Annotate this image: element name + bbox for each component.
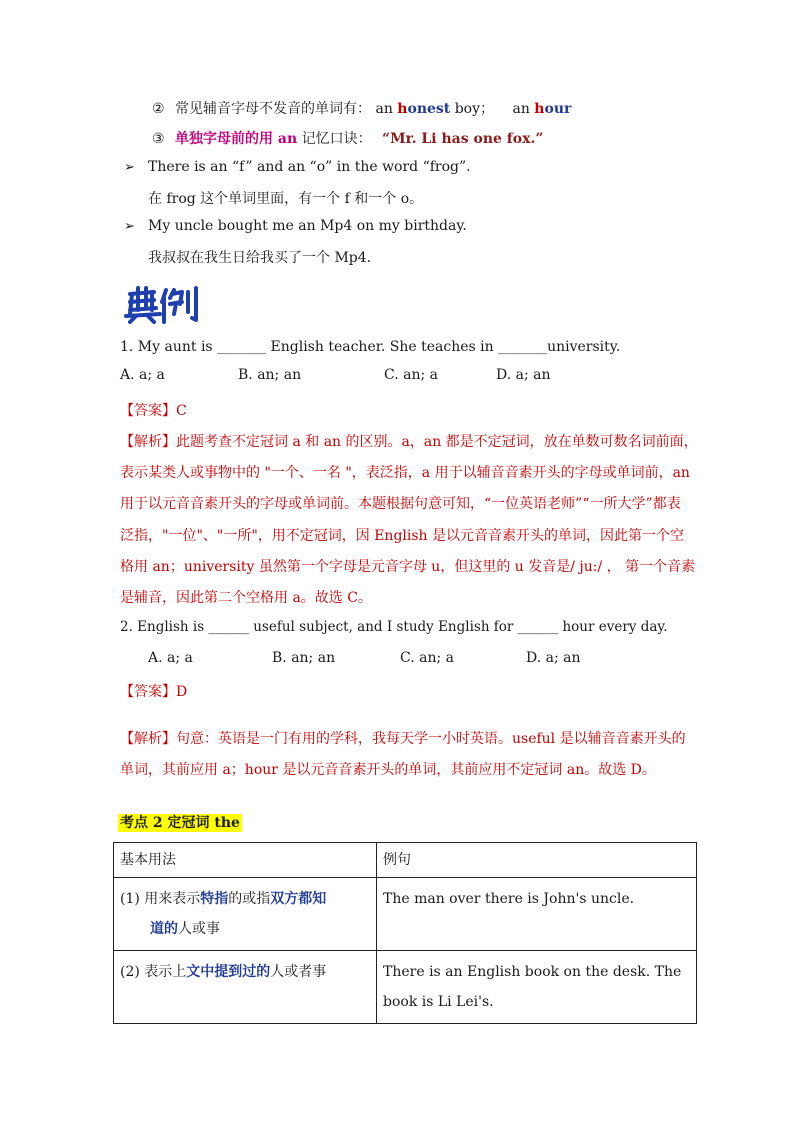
q2-answer: 【答案】D	[120, 684, 188, 700]
row-2-bold-1: 文中提到过的	[186, 964, 271, 980]
q2-option-b: B. an; an	[272, 650, 336, 666]
section-title: 考点 2 定冠词 the	[120, 815, 240, 831]
row-1-end: 人或事	[178, 921, 220, 937]
bullet-2-chinese: 我叔叔在我生日给我买了一个 Mp4.	[148, 250, 372, 266]
table-row-1-usage	[114, 878, 377, 951]
rule-2-example-1-h: h	[397, 101, 408, 117]
row-1-number: (1)	[120, 891, 140, 907]
table-header-row	[114, 843, 697, 878]
bullet-2-english: My uncle bought me an Mp4 on my birthday.	[148, 218, 467, 234]
rule-2-example-1-tail: boy；	[450, 101, 495, 117]
table-row	[114, 951, 697, 1024]
q1-analysis-line-6: 是辅音，因此第二个空格用 a。故选 C。	[120, 590, 372, 606]
row-2-end: 人或者事	[270, 964, 327, 980]
row-2-pre: 表示上	[139, 964, 187, 980]
row-2-number: (2)	[120, 964, 140, 980]
row-1-bold-2: 双方都知	[270, 891, 327, 907]
section-heading	[118, 812, 242, 832]
bullet-arrow-icon: ➢	[124, 219, 135, 234]
q1-stem: 1. My aunt is _______ English teacher. She teaches in _______university.	[120, 339, 621, 355]
rule-2-example-2-pre: an	[512, 101, 535, 117]
q2-option-d: D. a; an	[526, 650, 581, 666]
rule-2-example-2-h: h	[534, 101, 545, 117]
typical-example-logo	[124, 284, 200, 324]
q1-option-b: B. an; an	[238, 367, 302, 383]
q1-answer: 【答案】C	[120, 403, 187, 419]
table-row-2-example: There is an English book on the desk. The book is Li Lei's.	[377, 951, 697, 1024]
rule-3-mid: 记忆口诀：	[297, 131, 372, 147]
table-header-example: 例句	[377, 843, 697, 878]
row-1-mid: 的或指	[228, 891, 271, 907]
rule-2-example-1-pre: an	[375, 101, 398, 117]
q2-option-a: A. a; a	[148, 650, 193, 666]
bullet-arrow-icon: ➢	[124, 160, 135, 175]
q1-option-a: A. a; a	[120, 367, 165, 383]
rule-2-number: ②	[152, 101, 165, 117]
bullet-1-chinese: 在 frog 这个单词里面，有一个 f 和一个 o。	[148, 191, 424, 207]
q1-analysis-line-3: 用于以元音音素开头的字母或单词前。本题根据句意可知，“一位英语老师”“一所大学”都表	[120, 496, 681, 512]
rule-3-number: ③	[152, 131, 165, 147]
q2-analysis-line-2: 单词，其前应用 a；hour 是以元音音素开头的单词，其前应用不定冠词 an。故选 D。	[120, 762, 656, 778]
definite-article-usage-table	[113, 842, 697, 1024]
table-row-1-example: The man over there is John's uncle.	[377, 878, 697, 951]
q2-stem: 2. English is ______ useful subject, and I study English for ______ hour every day.	[120, 619, 668, 635]
row-1-bold-1: 特指	[200, 891, 229, 907]
rule-3-prefix: 单独字母前的用 an	[175, 131, 298, 147]
rule-2-example-1-rest: onest	[407, 101, 451, 117]
row-1-bold-3: 道的	[150, 921, 178, 937]
q1-analysis-line-4: 泛指，"一位"、"一所"，用不定冠词，因 English 是以元音音素开头的单词，因此第一个空	[120, 528, 685, 544]
rule-3	[152, 128, 543, 148]
table-row	[114, 878, 697, 951]
q1-analysis-line-1: 【解析】此题考查不定冠词 a 和 an 的区别。a，an 都是不定冠词，放在单数可数名词前面，	[120, 434, 698, 450]
table-header-usage: 基本用法	[114, 843, 377, 878]
q1-analysis-line-5: 格用 an；university 虽然第一个字母是元音字母 u，但这里的 u 发音是/ ju:/ ， 第一个音素	[120, 559, 696, 575]
table-row-2-usage	[114, 951, 377, 1024]
q2-analysis-line-1: 【解析】句意：英语是一门有用的学科，我每天学一小时英语。useful 是以辅音音素开头的	[120, 731, 686, 747]
bullet-1-english: There is an “f” and an “o” in the word “frog”.	[148, 159, 471, 175]
q1-option-c: C. an; a	[384, 367, 438, 383]
rule-2	[152, 98, 571, 118]
rule-2-example-2-rest: our	[544, 101, 572, 117]
q2-option-c: C. an; a	[400, 650, 454, 666]
q1-option-d: D. a; an	[496, 367, 551, 383]
rule-2-text: 常见辅音字母不发音的单词有：	[175, 101, 372, 117]
q1-analysis-line-2: 表示某类人或事物中的 "一个、一名 "，表泛指，a 用于以辅音音素开头的字母或单词前，an	[120, 465, 690, 481]
row-1-pre: 用来表示	[139, 891, 201, 907]
rule-3-quote: “Mr. Li has one fox.”	[382, 131, 544, 147]
